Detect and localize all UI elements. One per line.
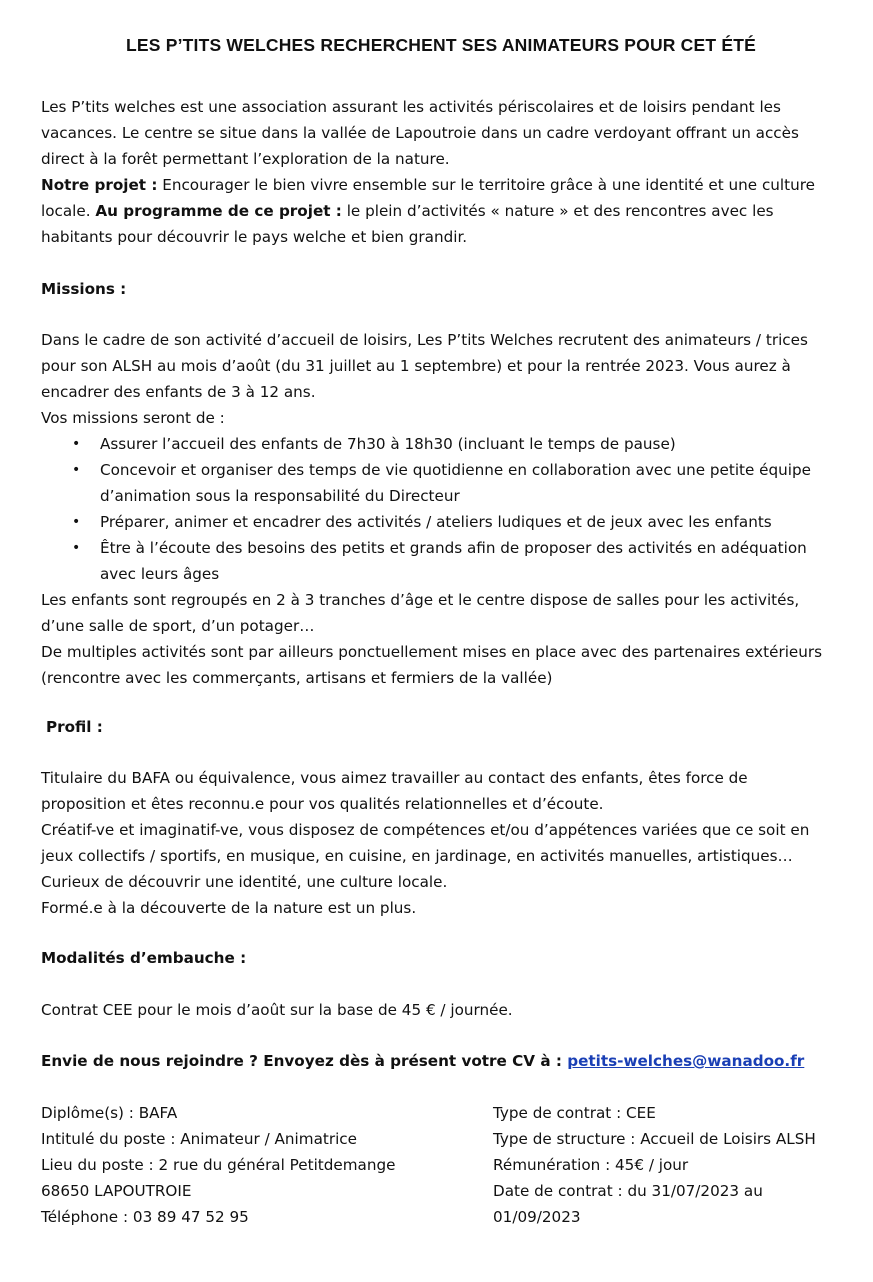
missions-list-intro: Vos missions seront de : bbox=[41, 409, 225, 427]
document-title: LES P’TITS WELCHES RECHERCHENT SES ANIMATEURS POUR CET ÉTÉ bbox=[126, 35, 756, 55]
intro-section bbox=[41, 94, 841, 250]
bullet-icon: • bbox=[72, 436, 81, 452]
list-item-text: Être à l’écoute des besoins des petits et grands afin de proposer des activités en adéquation bbox=[100, 539, 807, 557]
programme-line2: habitants pour découvrir le pays welche et bien grandir. bbox=[41, 228, 468, 246]
list-item-text: Concevoir et organiser des temps de vie quotidienne en collaboration avec une petite équipe bbox=[100, 461, 811, 479]
programme-label: Au programme de ce projet : bbox=[95, 202, 342, 220]
projet-line2-start: locale. bbox=[41, 202, 96, 220]
missions-after-line: (rencontre avec les commerçants, artisans et fermiers de la vallée) bbox=[41, 669, 553, 687]
missions-intro-line: encadrer des enfants de 3 à 12 ans. bbox=[41, 383, 316, 401]
detail-item: Type de contrat : CEE bbox=[493, 1104, 656, 1122]
profil-section bbox=[41, 765, 841, 921]
detail-item: 68650 LAPOUTROIE bbox=[41, 1182, 192, 1200]
intro-line: vacances. Le centre se situe dans la vallée de Lapoutroie dans un cadre verdoyant offrant un accès bbox=[41, 124, 799, 142]
bullet-icon: • bbox=[72, 540, 81, 556]
profil-line: proposition et êtes reconnu.e pour vos qualités relationnelles et d’écoute. bbox=[41, 795, 604, 813]
programme-line bbox=[41, 198, 841, 224]
missions-list bbox=[41, 431, 841, 587]
missions-intro-line: pour son ALSH au mois d’août (du 31 juillet au 1 septembre) et pour la rentrée 2023. Vous aurez à bbox=[41, 357, 791, 375]
detail-item: Type de structure : Accueil de Loisirs ALSH bbox=[493, 1130, 816, 1148]
list-item-text: avec leurs âges bbox=[100, 565, 220, 583]
list-item bbox=[41, 535, 841, 587]
missions-after-line: d’une salle de sport, d’un potager… bbox=[41, 617, 315, 635]
profil-line: Curieux de découvrir une identité, une culture locale. bbox=[41, 873, 448, 891]
intro-line: direct à la forêt permettant l’exploration de la nature. bbox=[41, 150, 450, 168]
modalites-heading: Modalités d’embauche : bbox=[41, 949, 247, 967]
detail-item: Rémunération : 45€ / jour bbox=[493, 1156, 689, 1174]
profil-line: jeux collectifs / sportifs, en musique, en cuisine, en jardinage, en activités manuelles, artistiques… bbox=[41, 847, 793, 865]
missions-intro-line: Dans le cadre de son activité d’accueil de loisirs, Les P’tits Welches recrutent des animateurs / trices bbox=[41, 331, 808, 349]
detail-item: Intitulé du poste : Animateur / Animatrice bbox=[41, 1130, 357, 1148]
detail-item: Diplôme(s) : BAFA bbox=[41, 1104, 178, 1122]
detail-item: Téléphone : 03 89 47 52 95 bbox=[41, 1208, 249, 1226]
detail-item: Date de contrat : du 31/07/2023 au bbox=[493, 1182, 763, 1200]
missions-section bbox=[41, 327, 841, 691]
bullet-icon: • bbox=[72, 514, 81, 530]
intro-line: Les P’tits welches est une association assurant les activités périscolaires et de loisirs pendant les bbox=[41, 98, 781, 116]
cta-text: Envie de nous rejoindre ? Envoyez dès à présent votre CV à : bbox=[41, 1052, 568, 1070]
profil-line: Créatif-ve et imaginatif-ve, vous disposez de compétences et/ou d’appétences variées que ce soit en bbox=[41, 821, 810, 839]
detail-item: 01/09/2023 bbox=[493, 1208, 581, 1226]
list-item bbox=[41, 509, 841, 535]
cta-line bbox=[41, 1048, 841, 1074]
projet-label: Notre projet : bbox=[41, 176, 158, 194]
list-item-text: Assurer l’accueil des enfants de 7h30 à 18h30 (incluant le temps de pause) bbox=[100, 435, 676, 453]
projet-text: Encourager le bien vivre ensemble sur le territoire grâce à une identité et une culture bbox=[157, 176, 815, 194]
list-item-text: Préparer, animer et encadrer des activités / ateliers ludiques et de jeux avec les enfants bbox=[100, 513, 772, 531]
list-item bbox=[41, 431, 841, 457]
missions-after-line: Les enfants sont regroupés en 2 à 3 tranches d’âge et le centre dispose de salles pour les activités, bbox=[41, 591, 800, 609]
list-item bbox=[41, 457, 841, 509]
projet-line bbox=[41, 172, 841, 198]
missions-heading: Missions : bbox=[41, 280, 127, 298]
email-link[interactable]: petits-welches@wanadoo.fr bbox=[567, 1052, 805, 1070]
details-right-column bbox=[493, 1100, 853, 1230]
profil-heading: Profil : bbox=[46, 718, 103, 736]
missions-after-line: De multiples activités sont par ailleurs ponctuellement mises en place avec des partenaires extérieurs bbox=[41, 643, 823, 661]
profil-line: Formé.e à la découverte de la nature est un plus. bbox=[41, 899, 417, 917]
details-left-column bbox=[41, 1100, 461, 1230]
detail-item: Lieu du poste : 2 rue du général Petitdemange bbox=[41, 1156, 396, 1174]
list-item-text: d’animation sous la responsabilité du Directeur bbox=[100, 487, 460, 505]
modalites-text: Contrat CEE pour le mois d’août sur la base de 45 € / journée. bbox=[41, 1001, 513, 1019]
programme-text: le plein d’activités « nature » et des rencontres avec les bbox=[341, 202, 774, 220]
profil-line: Titulaire du BAFA ou équivalence, vous aimez travailler au contact des enfants, êtes force de bbox=[41, 769, 748, 787]
bullet-icon: • bbox=[72, 462, 81, 478]
